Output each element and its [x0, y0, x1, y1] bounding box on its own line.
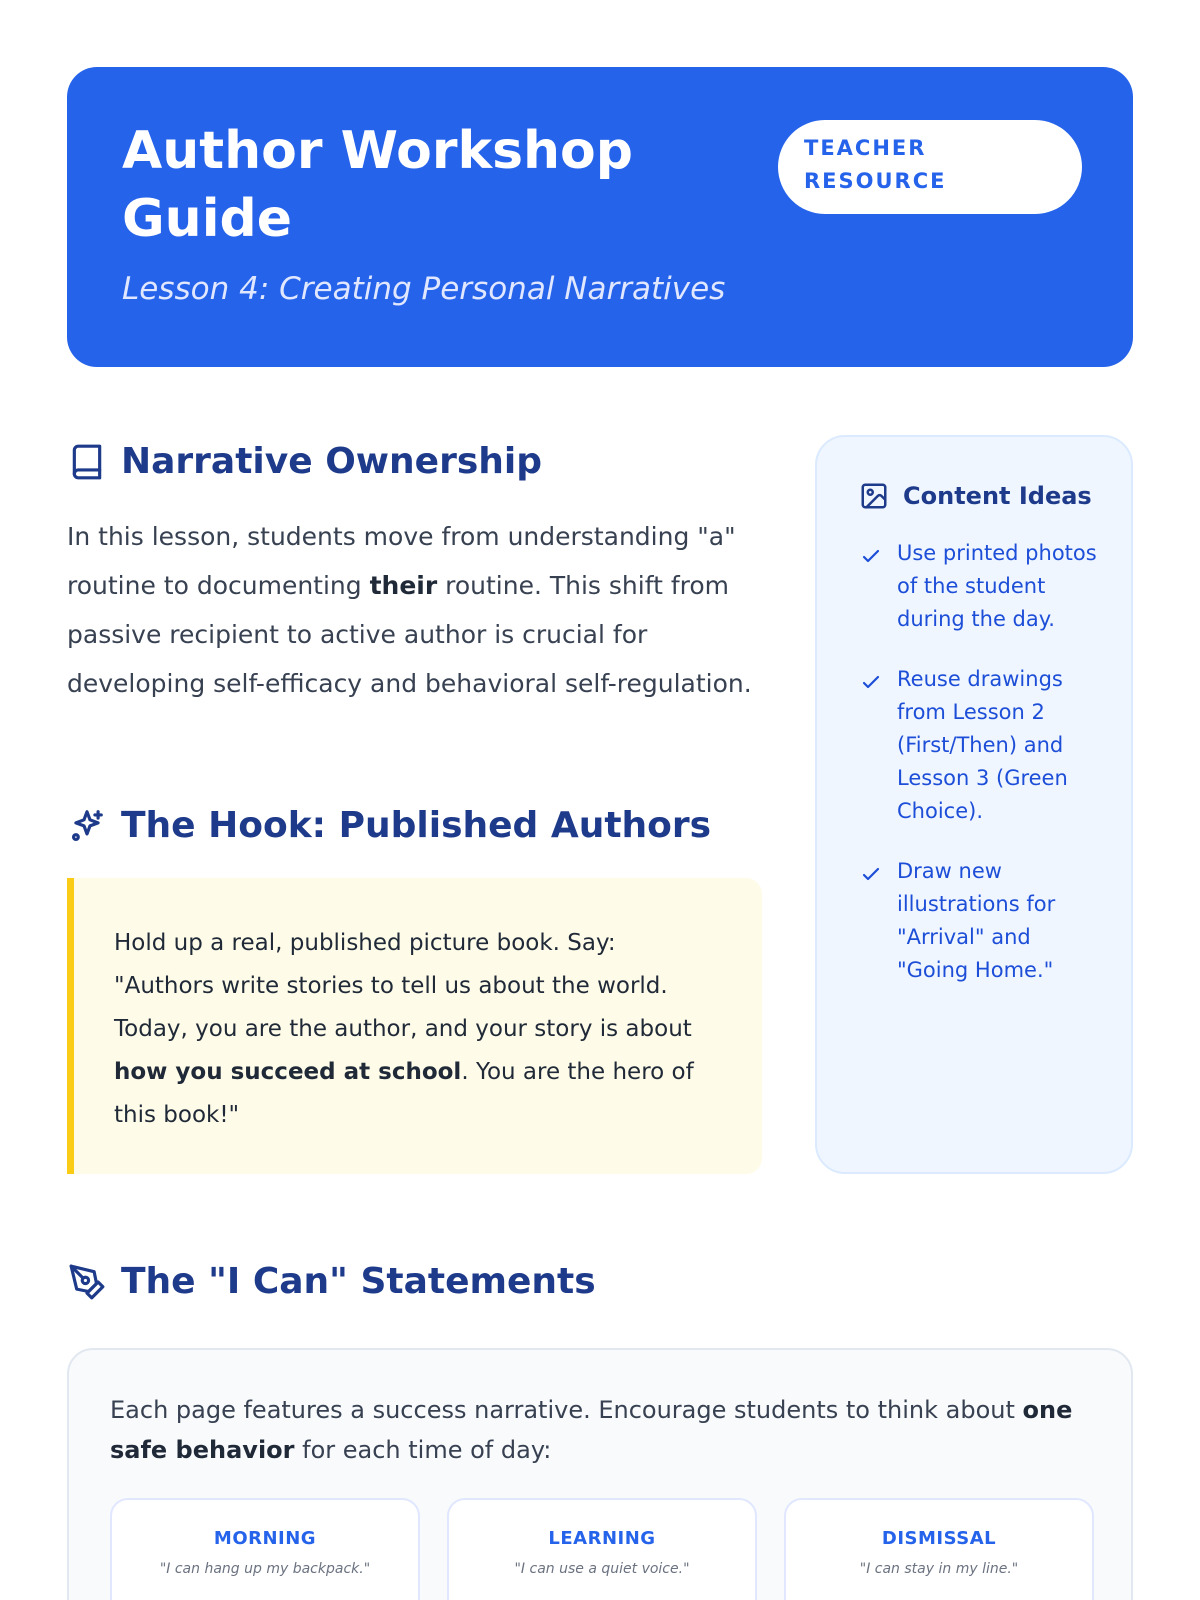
- pen-tool-icon: [67, 1262, 107, 1302]
- i-can-panel: [67, 1348, 1133, 1600]
- content-idea-text: Use printed photos of the student during the day.: [897, 541, 1097, 631]
- ownership-text-part: routine. This shift from passive recipient to active author is crucial for developing self-efficacy and behavioral self-regulation.: [67, 571, 752, 698]
- ownership-text-part: In this lesson, students move from understanding "a" routine to documenting: [67, 522, 736, 600]
- learning-card: [447, 1498, 757, 1600]
- content-ideas-title-text: Content Ideas: [903, 482, 1092, 510]
- i-can-intro: [110, 1390, 1090, 1470]
- list-item: [859, 663, 1105, 828]
- narrative-ownership-heading: [67, 440, 542, 484]
- check-icon: [859, 670, 883, 694]
- check-icon: [859, 862, 883, 886]
- header-banner: [67, 67, 1133, 367]
- hook-callout: [67, 878, 762, 1174]
- content-ideas-panel: [815, 435, 1133, 1174]
- hook-heading-text: The Hook: Published Authors: [121, 805, 712, 846]
- ownership-text-emphasis: their: [369, 571, 438, 600]
- ican-intro-part: for each time of day:: [294, 1436, 552, 1464]
- i-can-heading-text: The "I Can" Statements: [121, 1261, 596, 1302]
- hook-text-part: Hold up a real, published picture book. Say: "Authors write stories to tell us about the world. Today, you are the author, and your story is about: [114, 930, 692, 1042]
- hook-text-part: . You are the hero of this book!": [114, 1059, 694, 1128]
- card-quote: "I can use a quiet voice.": [514, 1561, 690, 1577]
- i-can-heading: [67, 1260, 596, 1304]
- morning-card: [110, 1498, 420, 1600]
- check-icon: [859, 544, 883, 568]
- book-icon: [67, 442, 107, 482]
- list-item: [859, 537, 1105, 636]
- sparkles-icon: [67, 806, 107, 846]
- hook-text: [114, 922, 722, 1137]
- card-quote: "I can stay in my line.": [859, 1561, 1019, 1577]
- hook-text-emphasis: how you succeed at school: [114, 1059, 462, 1085]
- page-title: Author Workshop Guide: [122, 121, 633, 249]
- dismissal-card: [784, 1498, 1094, 1600]
- narrative-ownership-heading-text: Narrative Ownership: [121, 441, 543, 482]
- card-label: MORNING: [213, 1528, 317, 1549]
- narrative-ownership-paragraph: [67, 512, 767, 708]
- content-idea-text: Reuse drawings from Lesson 2 (First/Then) and Lesson 3 (Green Choice).: [897, 667, 1068, 823]
- card-quote: "I can hang up my backpack.": [159, 1561, 371, 1577]
- hook-heading: [67, 804, 711, 848]
- image-icon: [859, 481, 889, 511]
- card-label: DISMISSAL: [881, 1528, 997, 1549]
- page-subtitle: Lesson 4: Creating Personal Narratives: [122, 271, 726, 307]
- card-label: LEARNING: [548, 1528, 656, 1549]
- content-ideas-title: [859, 481, 1105, 511]
- teacher-resource-badge: TEACHER RESOURCE: [778, 120, 1082, 214]
- list-item: [859, 855, 1105, 987]
- ican-intro-part: Each page features a success narrative. Encourage students to think about: [110, 1396, 1023, 1424]
- ican-intro-emphasis: one safe behavior: [110, 1396, 1073, 1464]
- content-idea-text: Draw new illustrations for "Arrival" and "Going Home.": [897, 859, 1056, 982]
